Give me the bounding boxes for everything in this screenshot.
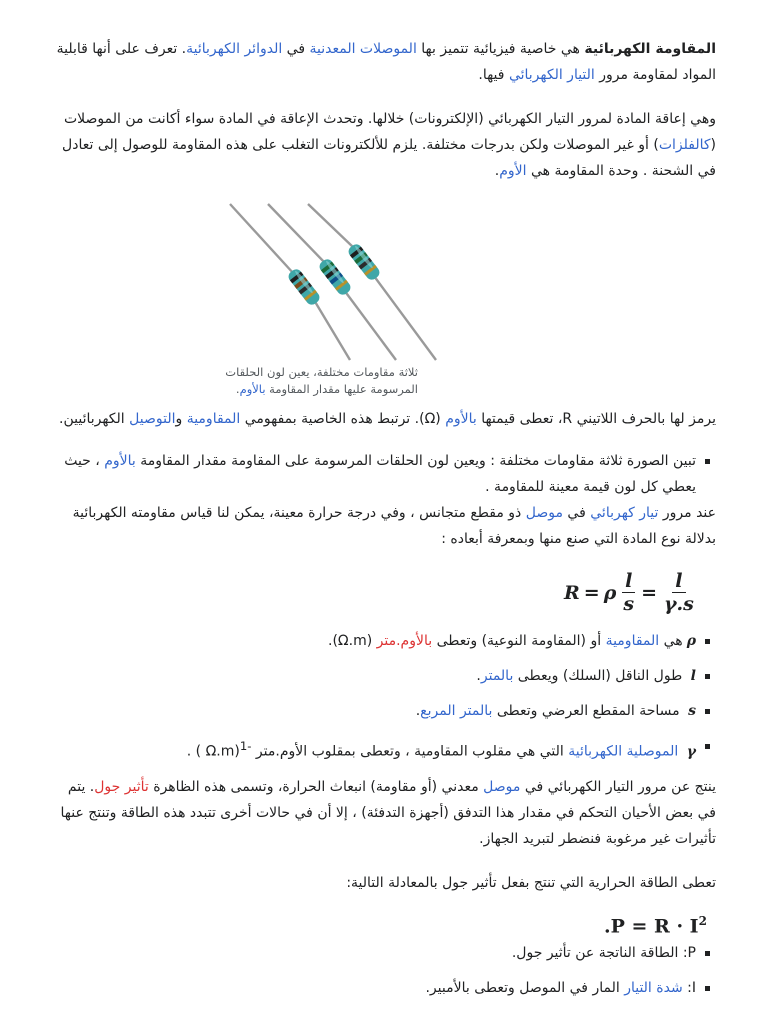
- link-meter[interactable]: بالمتر: [480, 668, 514, 684]
- link-ohm-meter[interactable]: بالأوم.متر: [376, 633, 433, 649]
- list-item-power: P: الطاقة الناتجة عن تأثير جول.: [52, 940, 716, 966]
- paragraph-joule: ينتج عن مرور التيار الكهربائي في موصل معدني (أو مقاومة) انبعاث الحرارة، وتسمى هذه الظاهرة تأثير جول. يتم في بعض الأحيان التحكم في مقدار هذا التدفق (أجهزة التدفئة) ، إلا أن في حالات أخرى تتبدد هذه الطاقة وتنتج عنها تأثيرات غير مرغوبة فنضطر لتبريد الجهاز.: [60, 778, 716, 847]
- paragraph-impedance: وهي إعاقة المادة لمرور التيار الكهربائي (الإلكترونات) خلالها. وتحدث الإعاقة في المادة سواء أكانت من الموصلات (كالفلزات) أو غير الموصلات ولكن بدرجات مختلفة. يلزم للألكترونات التغلب على هذه المقاومة للوصول إلى تعادل في الشحنة . وحدة المقاومة هي الأوم.: [62, 111, 716, 179]
- list-item: تبين الصورة ثلاثة مقاومات مختلفة : ويعين لون الحلقات المرسومة على المقاومة مقدار المقاومة بالأوم ، حيث يعطي كل لون قيمة معينة للمقاومة .: [52, 448, 716, 500]
- link-conductor[interactable]: موصل: [525, 505, 563, 521]
- link-metal-conductors[interactable]: الموصلات المعدنية: [309, 41, 417, 57]
- list-item-current: I: شدة التيار المار في الموصل وتعطى بالأمبير.: [52, 975, 716, 1001]
- variables-list: [52, 628, 716, 765]
- paragraph-heat-energy: تعطى الطاقة الحرارية التي تنتج بفعل تأثير جول بالمعادلة التالية:: [346, 874, 716, 891]
- paragraph-definition: المقاومة الكهربائية هي خاصية فيزيائية تتميز بها الموصلات المعدنية في الدوائر الكهربائية. تعرف على أنها قابلية المواد لمقاومة مرور التيار الكهربائي فيها.: [56, 41, 716, 83]
- list-item-rho: ρهي المقاومية أو (المقاومة النوعية) وتعطى بالأوم.متر (Ω.m).: [52, 628, 716, 654]
- figure-caption: ثلاثة مقاومات مختلفة، يعين لون الحلقات المرسومة عليها مقدار المقاومة بالأوم.: [225, 365, 418, 396]
- paragraph-symbol: يرمز لها بالحرف اللاتيني R، تعطى قيمتها بالأوم (Ω). ترتبط هذه الخاصية بمفهومي المقاومية والتوصيل الكهربائيين.: [59, 411, 716, 427]
- link-ohm-2[interactable]: بالأوم: [445, 411, 477, 427]
- resistors-image[interactable]: [224, 202, 448, 362]
- list-item-length: l طول الناقل (السلك) ويعطى بالمتر.: [52, 663, 716, 689]
- power-formula: $.P = R \cdot I^2$: [604, 913, 707, 937]
- link-resistivity[interactable]: المقاومية: [186, 411, 241, 427]
- link-ohm-3[interactable]: بالأوم: [104, 453, 136, 469]
- bold-term: المقاومة الكهربائية: [584, 41, 716, 57]
- link-caption-ohm[interactable]: بالأوم: [239, 382, 266, 396]
- resistors-figure: [224, 202, 448, 398]
- link-joule-effect[interactable]: تأثير جول: [94, 778, 149, 795]
- resistance-formula: R = ρ $\frac{l}{s}$ = $\frac{l}{\gamma.s}$: [564, 570, 694, 615]
- list-item-gamma: γ الموصلية الكهربائية التي هي مقلوب المقاومية ، وتعطى بمقلوب الأوم.متر $^{-1}$(Ω.m ) .: [52, 733, 716, 765]
- link-electric-current[interactable]: التيار الكهربائي: [508, 67, 595, 83]
- link-electric-current-2[interactable]: تيار كهربائي: [590, 505, 659, 521]
- paragraph-measurement: عند مرور تيار كهربائي في موصل ذو مقطع متجانس ، وفي درجة حرارة معينة، يمكن لنا قياس مقاومته الكهربائية بدلالة نوع المادة التي صنع منها وبمعرفة أبعاده :: [72, 505, 716, 547]
- link-electric-circuits[interactable]: الدوائر الكهربائية: [186, 41, 283, 57]
- power-variables-list: [52, 940, 716, 1001]
- link-square-meter[interactable]: بالمتر المربع: [420, 703, 493, 719]
- list-item-area: s مساحة المقطع العرضي وتعطى بالمتر المربع.: [52, 698, 716, 724]
- image-description-list: [52, 448, 716, 500]
- link-metals[interactable]: كالفلزات: [658, 137, 711, 153]
- link-conductor-2[interactable]: موصل: [483, 778, 521, 795]
- link-current-intensity[interactable]: شدة التيار: [624, 979, 683, 996]
- link-resistivity-2[interactable]: المقاومية: [605, 633, 660, 649]
- link-conductivity[interactable]: الموصلية الكهربائية: [568, 743, 679, 760]
- link-conductance[interactable]: التوصيل: [129, 411, 176, 427]
- link-ohm[interactable]: الأوم: [499, 163, 527, 179]
